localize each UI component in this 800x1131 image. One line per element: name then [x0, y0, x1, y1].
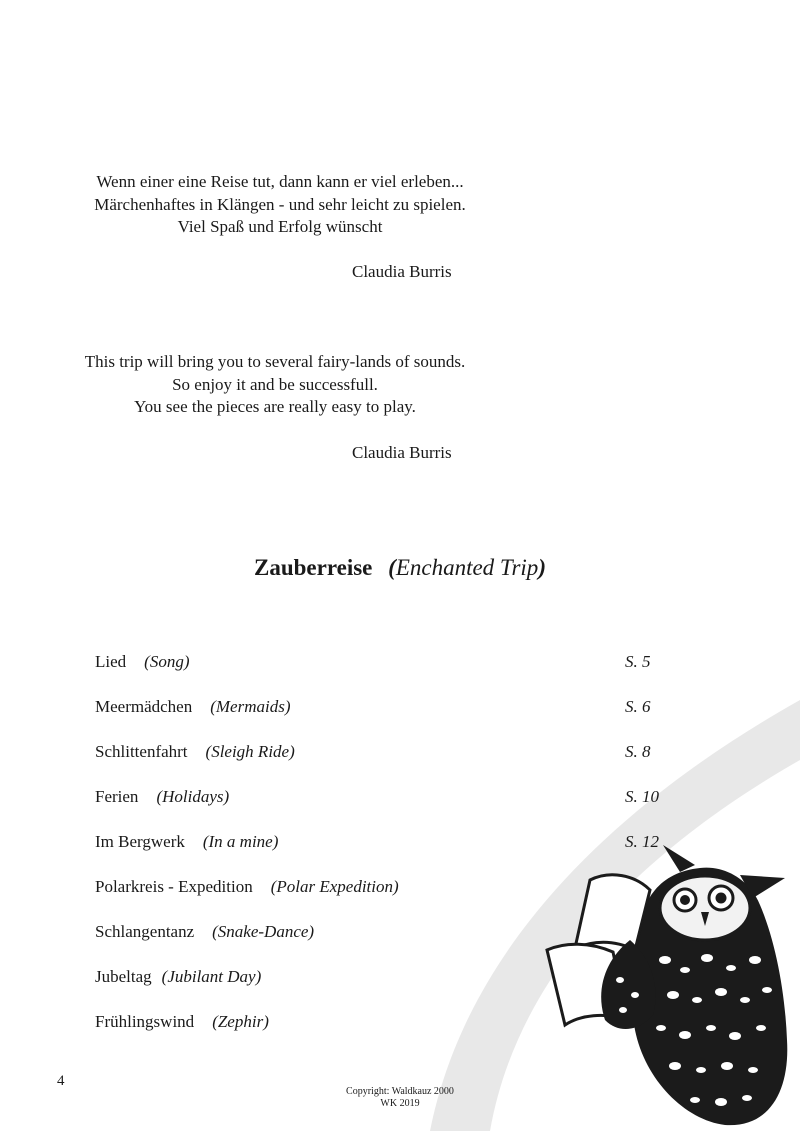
title-english-text: Enchanted Trip: [395, 555, 539, 580]
toc-title: Schlangentanz: [95, 922, 195, 941]
toc-title: Polarkreis - Expedition: [95, 877, 253, 896]
copyright-notice: [300, 1086, 500, 1110]
title-english: [388, 555, 546, 580]
toc-subtitle: (Song): [144, 652, 190, 671]
english-line-3: You see the pieces are really easy to play.: [134, 397, 416, 416]
toc-subtitle: (Jubilant Day): [161, 967, 262, 986]
toc-page: S. 10: [625, 787, 659, 806]
title-close-paren: ): [538, 555, 546, 580]
toc-subtitle: (Holidays): [156, 787, 230, 806]
toc-subtitle: (Mermaids): [210, 697, 291, 716]
english-signature: Claudia Burris: [352, 443, 452, 462]
german-line-2: Märchenhaftes in Klängen - und sehr leicht zu spielen.: [94, 194, 466, 214]
toc-page: S. 8: [625, 742, 651, 761]
toc-subtitle: (Snake-Dance): [212, 922, 315, 941]
toc-title: Meermädchen: [95, 697, 193, 716]
toc-title: Ferien: [95, 787, 139, 806]
toc-entry: [95, 652, 675, 697]
toc-subtitle: (Zephir): [212, 1012, 269, 1031]
german-line-3: Viel Spaß und Erfolg wünscht: [177, 217, 383, 236]
toc-page: S. 6: [625, 697, 651, 716]
toc-subtitle: (Sleigh Ride): [205, 742, 295, 761]
title-open-paren: (: [388, 555, 396, 580]
toc-title: Im Bergwerk: [95, 832, 185, 851]
edition-code: WK 2019: [380, 1098, 420, 1109]
german-note: [40, 171, 520, 239]
copyright-line: Copyright: Waldkauz 2000: [346, 1086, 454, 1097]
toc-subtitle: (In a mine): [202, 832, 279, 851]
page-title: [0, 555, 800, 581]
toc-title: Jubeltag: [95, 967, 152, 986]
page-number: 4: [57, 1073, 65, 1089]
german-signature: Claudia Burris: [352, 262, 452, 281]
owl-holding-paper-icon: [535, 830, 800, 1130]
toc-entry: [95, 787, 675, 832]
toc-page: S. 5: [625, 652, 651, 671]
toc-title: Schlittenfahrt: [95, 742, 188, 761]
toc-title: Frühlingswind: [95, 1012, 195, 1031]
english-line-1: This trip will bring you to several fairy-lands of sounds.: [84, 352, 466, 371]
toc-subtitle: (Polar Expedition): [270, 877, 399, 896]
toc-page: S. 12: [625, 832, 659, 851]
english-note: [40, 351, 510, 419]
english-line-2: So enjoy it and be successfull.: [172, 374, 378, 394]
toc-title: Lied: [95, 652, 127, 671]
german-line-1: Wenn einer eine Reise tut, dann kann er viel erleben...: [96, 172, 464, 191]
toc-entry: [95, 742, 675, 787]
toc-entry: [95, 697, 675, 742]
title-main: Zauberreise: [254, 555, 373, 580]
